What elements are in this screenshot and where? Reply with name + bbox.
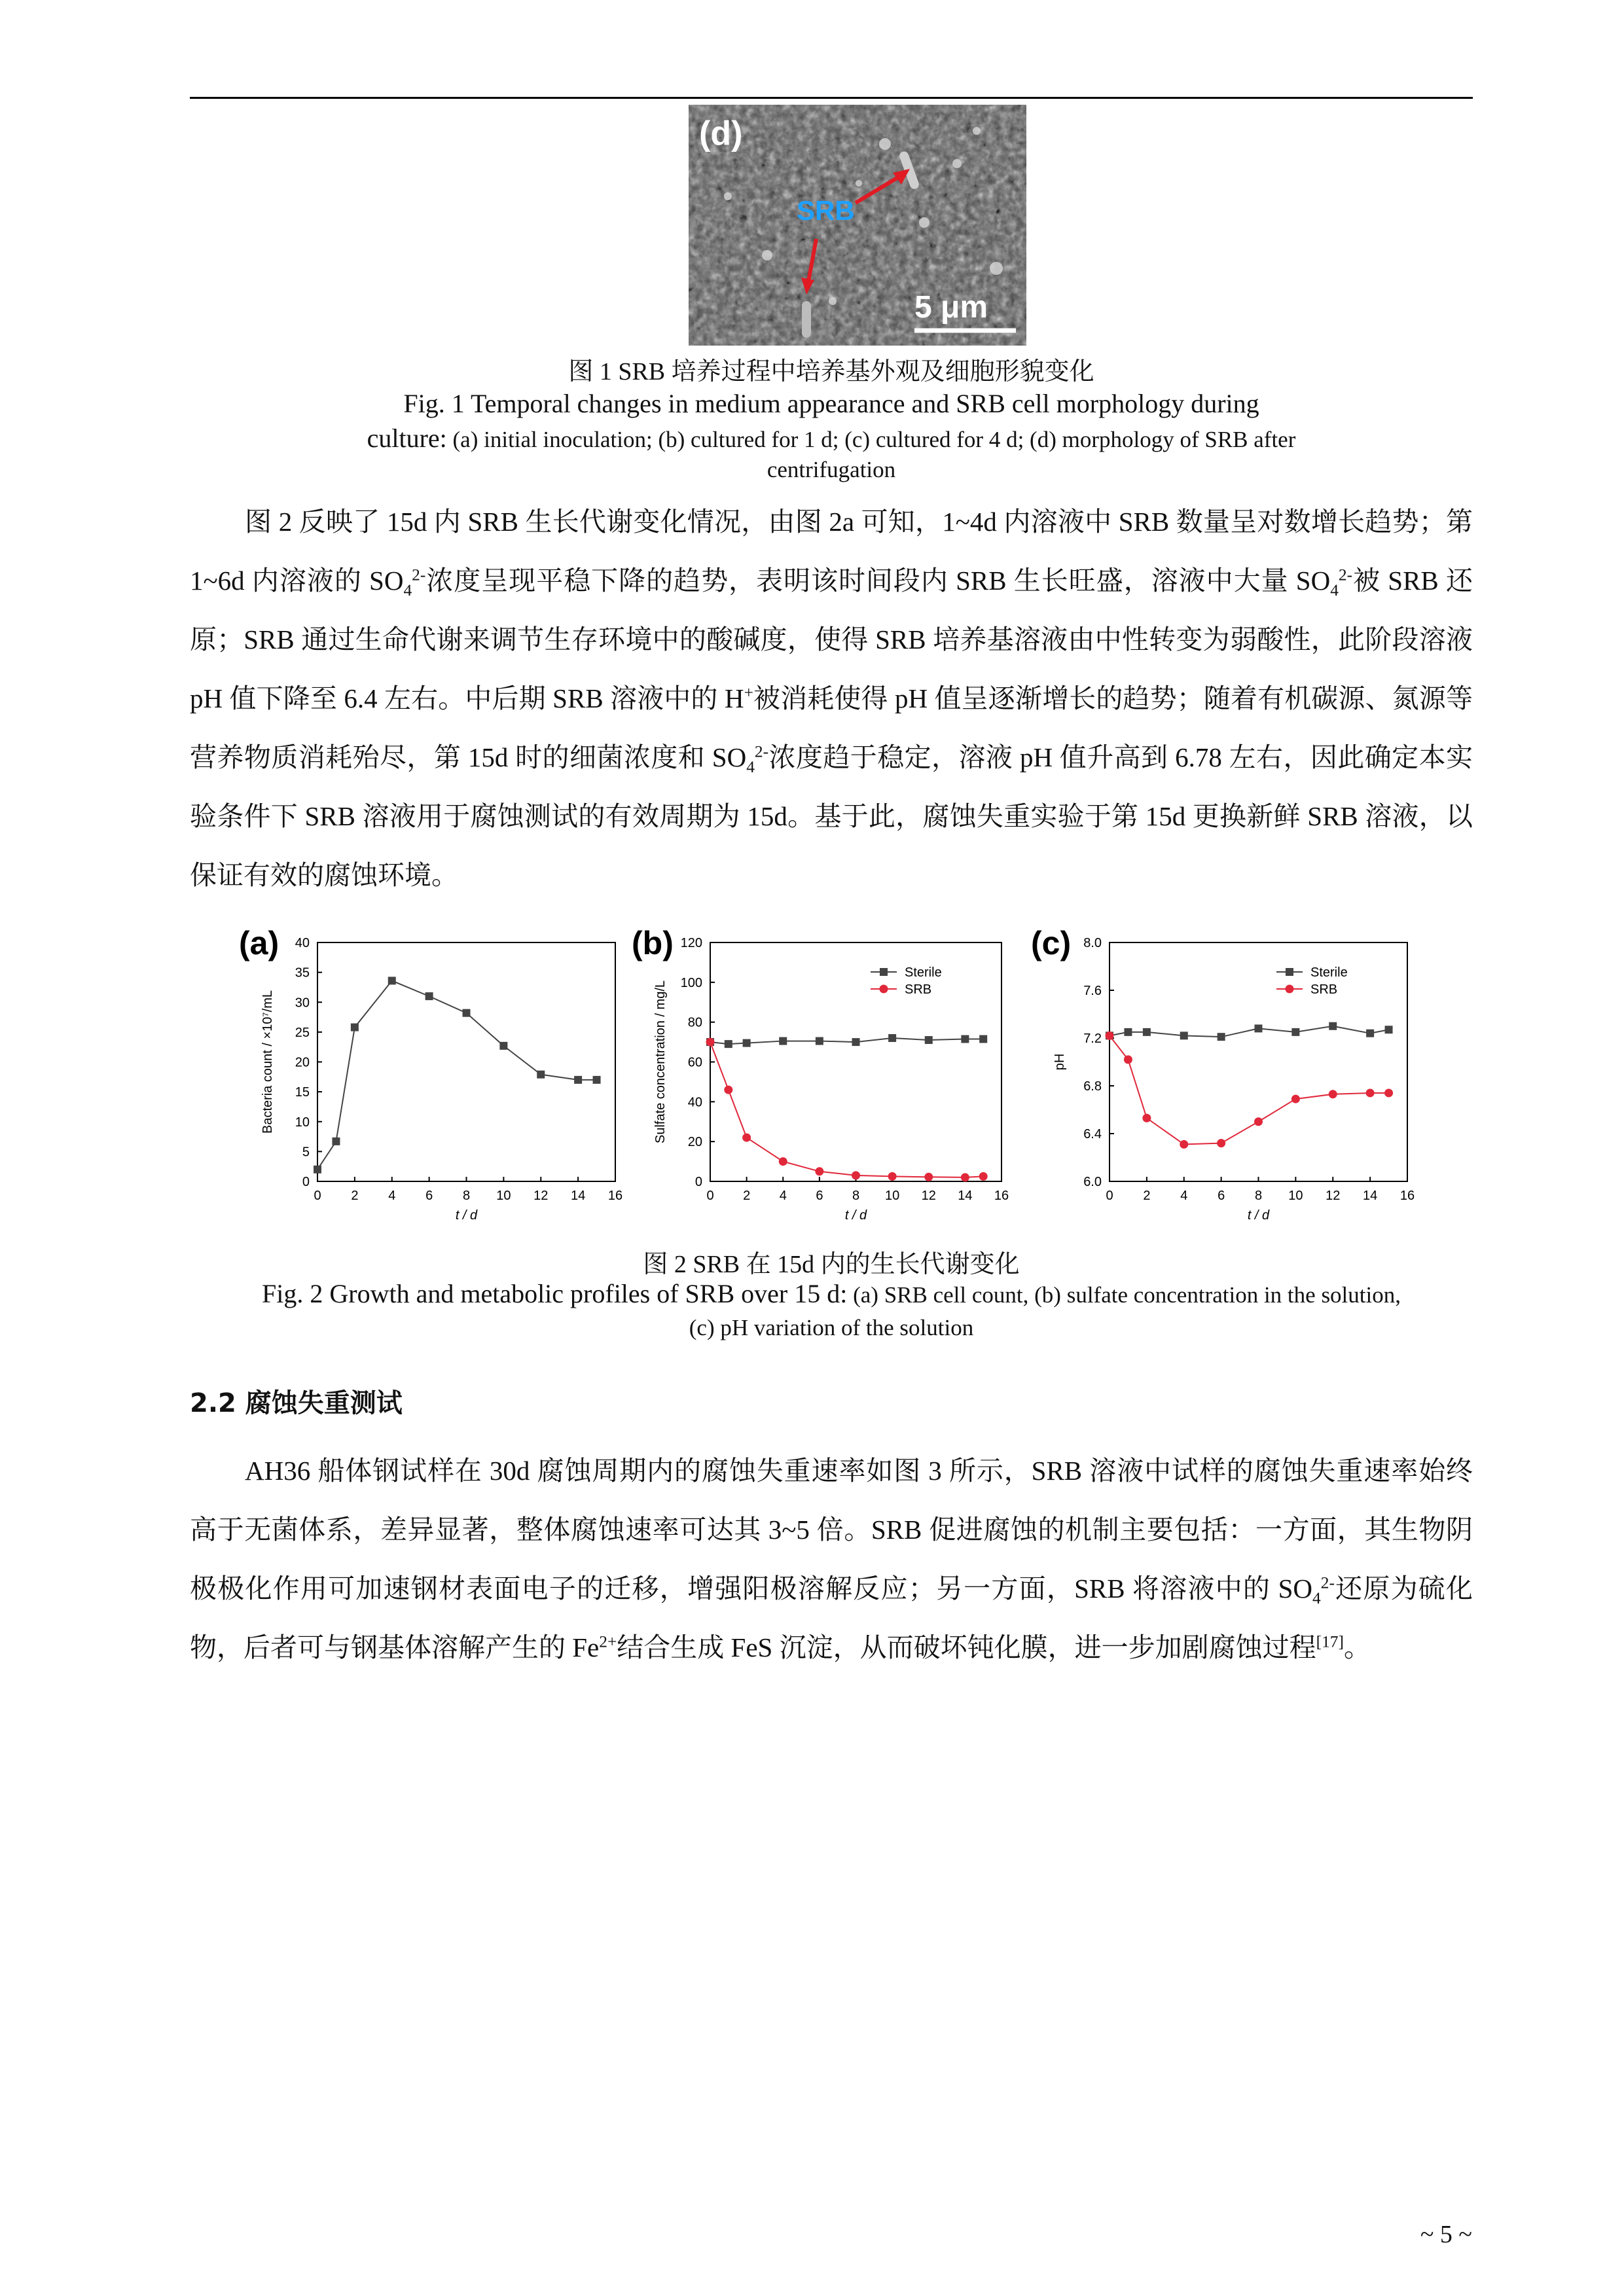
- text-run: 浓度趋于稳定，溶液 pH 值升高到 6.78 左右，因此确定本实验条件下 SRB 溶液用于腐蚀测试的有效周期为 15d。基于此，腐蚀失重实验于第 15d 更换新鲜 SRB 溶液，以保证有效的腐蚀环境。: [190, 742, 1473, 890]
- y-tick-label: 25: [295, 1025, 310, 1040]
- data-point: [743, 1039, 751, 1047]
- y-tick-label: 0: [302, 1175, 310, 1189]
- reference[interactable]: [17]: [1316, 1632, 1344, 1651]
- figure1-caption-en-line3: centrifugation: [767, 457, 896, 482]
- chart-b-svg: [619, 913, 1024, 1240]
- y-tick-label: 15: [295, 1085, 310, 1100]
- data-point: [816, 1037, 823, 1045]
- caption-rest: (a) initial inoculation; (b) cultured for 1 d; (c) cultured for 4 d; (d) morphology of SRB after: [446, 427, 1296, 452]
- x-axis-label: t / d: [455, 1208, 478, 1223]
- data-point: [499, 1042, 507, 1050]
- y-tick-label: 40: [295, 936, 310, 950]
- y-tick-label: 80: [687, 1015, 702, 1030]
- data-point: [351, 1024, 359, 1031]
- data-point: [1329, 1022, 1337, 1030]
- data-point: [574, 1076, 582, 1084]
- caption-lead: culture:: [367, 423, 447, 453]
- data-point: [888, 1034, 896, 1042]
- data-point: [1366, 1030, 1374, 1037]
- chart-a: [236, 913, 628, 1244]
- data-point: [1142, 1114, 1151, 1122]
- superscript: 2-: [1320, 1573, 1335, 1592]
- legend-label: Sterile: [905, 965, 942, 980]
- srb-cell: [802, 301, 811, 338]
- data-point: [1180, 1031, 1188, 1039]
- data-point: [1366, 1088, 1375, 1097]
- panel-label: (b): [632, 925, 674, 961]
- data-point: [425, 992, 433, 1000]
- data-point: [1106, 1031, 1114, 1040]
- caption-rest: (a) SRB cell count, (b) sulfate concentration in the solution,: [847, 1282, 1401, 1308]
- x-tick-label: 0: [1106, 1189, 1113, 1203]
- y-axis-label: Bacteria count / ×10⁷/mL: [261, 990, 275, 1134]
- paragraph-1: [190, 492, 1473, 905]
- y-tick-label: 0: [695, 1175, 702, 1189]
- figure2-caption-en-line2: (c) pH variation of the solution: [689, 1315, 974, 1340]
- data-point: [979, 1035, 987, 1043]
- x-tick-label: 10: [1288, 1189, 1303, 1203]
- scale-label: 5 μm: [914, 290, 988, 325]
- chart-b: [619, 913, 1024, 1244]
- x-tick-label: 10: [885, 1189, 900, 1203]
- x-tick-label: 14: [1363, 1189, 1378, 1203]
- data-point: [961, 1035, 969, 1043]
- header-rule: [190, 97, 1473, 99]
- series-line: [1110, 1035, 1389, 1144]
- data-point: [815, 1167, 823, 1175]
- paragraph-2: [190, 1441, 1473, 1677]
- x-tick-label: 6: [816, 1189, 823, 1203]
- x-tick-label: 8: [1254, 1189, 1263, 1203]
- y-axis-label: Sulfate concentration / mg/L: [653, 980, 668, 1144]
- figure2-caption-cn: 图 2 SRB 在 15d 内的生长代谢变化: [643, 1251, 1020, 1278]
- x-tick-label: 0: [706, 1189, 714, 1203]
- x-tick-label: 4: [388, 1189, 396, 1203]
- x-tick-label: 16: [607, 1189, 623, 1203]
- data-point: [1217, 1139, 1225, 1147]
- data-point: [1255, 1024, 1263, 1032]
- legend-marker: [880, 985, 888, 994]
- data-point: [332, 1138, 340, 1145]
- text-run: 还原为硫化物，后者可与钢基体溶解产生的 Fe: [190, 1573, 1473, 1662]
- data-point: [1143, 1028, 1151, 1036]
- plot-frame: [317, 942, 615, 1181]
- x-tick-label: 8: [462, 1189, 471, 1203]
- plot-frame: [1110, 942, 1407, 1181]
- data-point: [1218, 1033, 1225, 1041]
- subscript: 4: [1330, 581, 1339, 600]
- series-line: [710, 1042, 983, 1177]
- caption-lead: Fig. 2 Growth and metabolic profiles of SRB over 15 d:: [262, 1279, 848, 1308]
- series-line: [317, 980, 597, 1169]
- text-run: AH36 船体钢试样在 30d 腐蚀周期内的腐蚀失重速率如图 3 所示，SRB 溶液中试样的腐蚀失重速率始终高于无菌体系，差异显著，整体腐蚀速率可达其 3~5 倍。SRB 促进腐蚀的机制主要包括：一方面，其生物阴极极化作用可加速钢材表面电子的迁移，增强阳极溶解反应；另一方面，SRB 将溶液中的 SO: [190, 1456, 1473, 1604]
- text-run: 浓度呈现平稳下降的趋势，表明该时间段内 SRB 生长旺盛，溶液中大量 SO: [425, 565, 1331, 596]
- data-point: [463, 1009, 471, 1017]
- data-point: [852, 1171, 860, 1179]
- y-tick-label: 35: [295, 965, 310, 980]
- x-axis-label: t / d: [844, 1208, 867, 1223]
- legend-marker: [880, 968, 888, 976]
- text-run: 结合生成 FeS 沉淀，从而破坏钝化膜，进一步加剧腐蚀过程: [617, 1632, 1316, 1662]
- y-tick-label: 30: [295, 996, 310, 1011]
- data-point: [1180, 1140, 1188, 1149]
- superscript: 2-: [754, 742, 769, 761]
- data-point: [593, 1076, 601, 1084]
- section-heading: 2.2 腐蚀失重测试: [190, 1388, 403, 1418]
- y-tick-label: 40: [687, 1095, 702, 1110]
- data-point: [979, 1172, 988, 1181]
- data-point: [852, 1038, 860, 1046]
- x-tick-label: 12: [533, 1189, 549, 1203]
- subscript: 4: [403, 581, 412, 600]
- data-point: [779, 1037, 787, 1045]
- y-tick-label: 7.6: [1083, 984, 1102, 998]
- legend-label: Sterile: [1310, 965, 1348, 980]
- legend-label: SRB: [1310, 982, 1338, 997]
- figure2-caption-en-line1: [190, 1278, 1473, 1312]
- figure1-caption-en-line1: Fig. 1 Temporal changes in medium appearance and SRB cell morphology during: [403, 389, 1259, 418]
- text-run: 图 2 反映了 15d 内 SRB 生长代谢变化情况，由图 2a 可知，1~4d 内溶液中 SRB 数量呈对数增长趋势；第 1~6d 内溶液的 SO: [190, 507, 1473, 596]
- y-tick-label: 6.4: [1083, 1127, 1102, 1141]
- srb-label: SRB: [797, 195, 855, 226]
- series-line: [710, 1038, 983, 1044]
- x-tick-label: 6: [1218, 1189, 1225, 1203]
- x-tick-label: 8: [852, 1189, 860, 1203]
- x-tick-label: 6: [425, 1189, 433, 1203]
- data-point: [388, 977, 396, 984]
- data-point: [1384, 1088, 1393, 1097]
- series-line: [1110, 1026, 1389, 1037]
- x-tick-label: 12: [921, 1189, 936, 1203]
- y-tick-label: 20: [295, 1055, 310, 1070]
- data-point: [1254, 1117, 1263, 1126]
- data-point: [1291, 1028, 1299, 1036]
- x-axis-label: t / d: [1247, 1208, 1270, 1223]
- text-run: 被消耗使得 pH 值呈逐渐增长的趋势；随着有机碳源、氮源等营养物质消耗殆尽，第 15d 时的细菌浓度和 SO: [190, 683, 1473, 772]
- y-tick-label: 20: [687, 1135, 702, 1150]
- data-point: [888, 1172, 897, 1181]
- x-tick-label: 2: [1143, 1189, 1151, 1203]
- superscript: +: [744, 683, 753, 702]
- text-run: 被 SRB 还原；SRB 通过生命代谢来调节生存环境中的酸碱度，使得 SRB 培养基溶液由中性转变为弱酸性，此阶段溶液 pH 值下降至 6.4 左右。中后期 SRB 溶液中的 H: [190, 565, 1473, 713]
- x-tick-label: 16: [994, 1189, 1009, 1203]
- data-point: [725, 1040, 732, 1048]
- legend-label: SRB: [905, 982, 932, 997]
- subscript: 4: [1312, 1589, 1321, 1608]
- x-tick-label: 12: [1326, 1189, 1341, 1203]
- x-tick-label: 14: [958, 1189, 973, 1203]
- panel-label: (d): [699, 115, 743, 152]
- data-point: [706, 1038, 715, 1047]
- figure1-caption-en-line2: [190, 422, 1473, 456]
- y-tick-label: 100: [680, 975, 702, 990]
- data-point: [314, 1166, 321, 1174]
- x-tick-label: 14: [571, 1189, 586, 1203]
- chart-c-svg: [1021, 913, 1427, 1240]
- chart-c: [1021, 913, 1427, 1244]
- plot-frame: [710, 942, 1001, 1181]
- y-tick-label: 6.0: [1083, 1175, 1102, 1189]
- y-tick-label: 120: [680, 936, 702, 950]
- data-point: [779, 1157, 787, 1166]
- sem-micrograph: [689, 105, 1026, 346]
- x-tick-label: 4: [779, 1189, 787, 1203]
- x-tick-label: 2: [351, 1189, 359, 1203]
- y-tick-label: 5: [302, 1145, 310, 1160]
- data-point: [1329, 1090, 1337, 1098]
- subscript: 4: [746, 758, 755, 777]
- data-point: [1385, 1026, 1393, 1033]
- panel-label: (c): [1031, 925, 1072, 961]
- text-run: 。: [1343, 1632, 1371, 1662]
- data-point: [924, 1173, 933, 1181]
- data-point: [961, 1173, 969, 1181]
- data-point: [1124, 1055, 1132, 1064]
- page-number: ~ 5 ~: [1420, 2221, 1472, 2248]
- y-tick-label: 60: [687, 1055, 702, 1070]
- y-tick-label: 6.8: [1083, 1079, 1102, 1094]
- data-point: [742, 1134, 751, 1142]
- x-tick-label: 0: [314, 1189, 321, 1203]
- legend-marker: [1286, 985, 1294, 994]
- x-tick-label: 16: [1399, 1189, 1415, 1203]
- x-tick-label: 2: [743, 1189, 751, 1203]
- data-point: [925, 1036, 933, 1044]
- y-tick-label: 8.0: [1083, 936, 1102, 950]
- x-tick-label: 4: [1180, 1189, 1188, 1203]
- y-axis-label: pH: [1053, 1053, 1067, 1071]
- data-point: [1291, 1095, 1300, 1103]
- superscript: 2-: [412, 565, 426, 584]
- legend-marker: [1286, 968, 1293, 976]
- superscript: 2-: [1338, 565, 1353, 584]
- figure1-caption-cn: 图 1 SRB 培养过程中培养基外观及细胞形貌变化: [568, 358, 1094, 386]
- panel-label: (a): [239, 925, 280, 961]
- data-point: [724, 1086, 732, 1094]
- y-tick-label: 10: [295, 1115, 310, 1130]
- x-tick-label: 10: [496, 1189, 511, 1203]
- chart-a-svg: [236, 913, 628, 1240]
- y-tick-label: 7.2: [1083, 1031, 1102, 1046]
- superscript: 2+: [599, 1632, 617, 1651]
- data-point: [1124, 1028, 1132, 1036]
- data-point: [537, 1071, 545, 1079]
